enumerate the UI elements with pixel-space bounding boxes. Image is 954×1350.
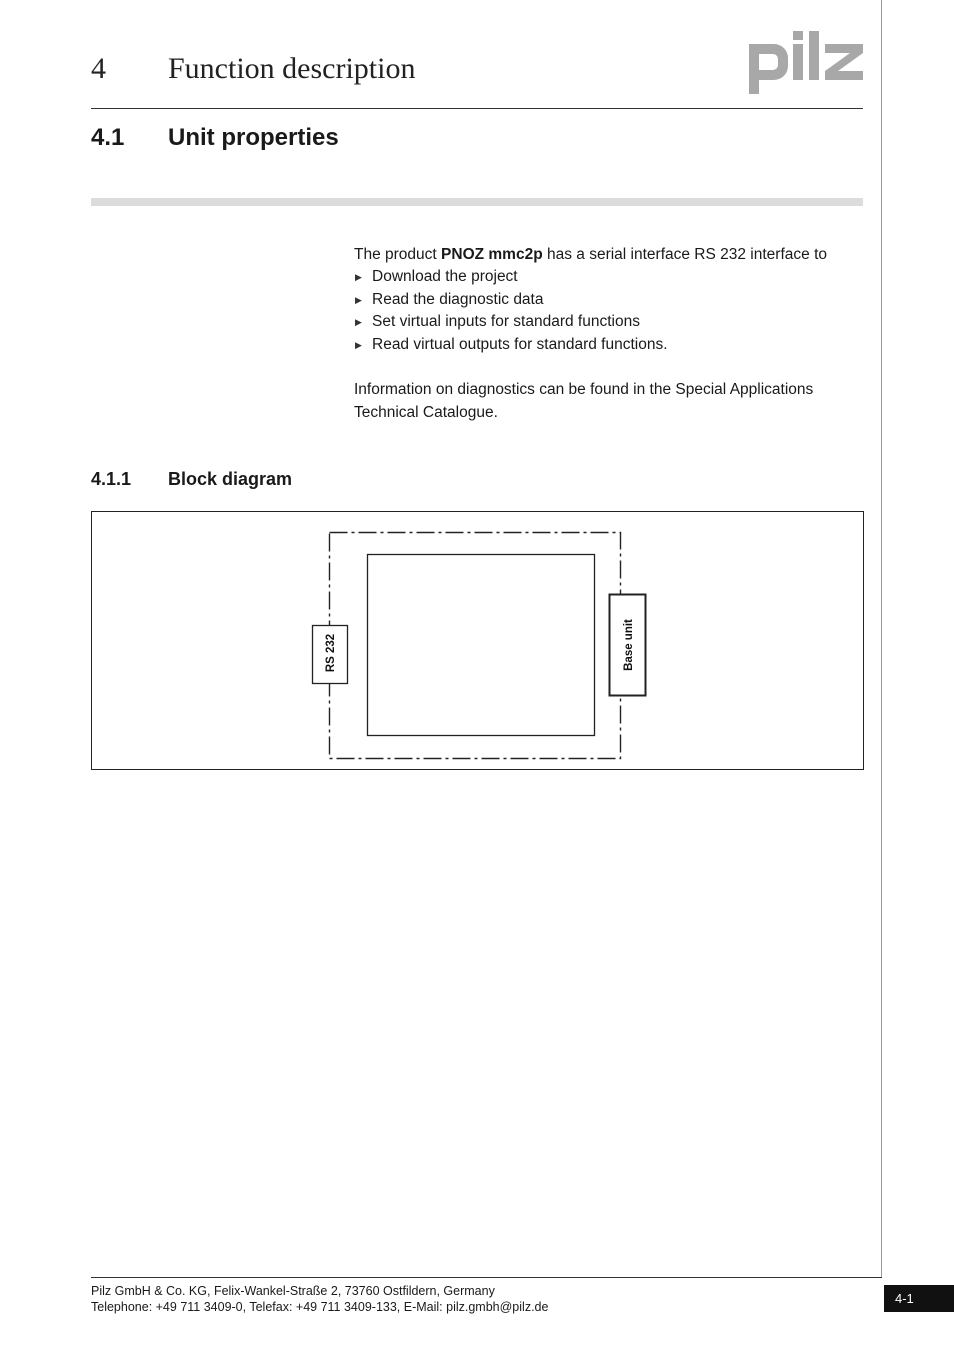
footer-rule	[91, 1277, 882, 1278]
feature-list	[354, 266, 668, 356]
section-divider-bar	[91, 198, 863, 206]
section-number: 4.1	[91, 124, 125, 151]
subsection-title: Block diagram	[168, 469, 293, 489]
chapter-number: 4	[91, 52, 106, 85]
info-paragraph: Information on diagnostics can be found in the Special Applications Technical Catalogue.	[354, 381, 814, 421]
footer-contact: Telephone: +49 711 3409-0, Telefax: +49 711 3409-133, E-Mail: pilz.gmbh@pilz.de	[91, 1300, 549, 1314]
module-box	[368, 555, 595, 736]
bullet-triangle-icon: ▶	[355, 294, 362, 305]
footer-address: Pilz GmbH & Co. KG, Felix-Wankel-Straße 2, 73760 Ostfildern, Germany	[91, 1284, 495, 1298]
intro-prefix: The product	[354, 246, 442, 263]
subsection-number: 4.1.1	[91, 469, 132, 489]
product-name: PNOZ mmc2p	[441, 246, 543, 263]
base-unit-label: Base unit	[623, 619, 635, 671]
list-item: ▶ Read virtual outputs for standard functions.	[354, 334, 668, 357]
pilz-logo	[746, 28, 866, 94]
intro-sentence	[354, 244, 827, 266]
list-item: ▶ Read the diagnostic data	[354, 289, 668, 312]
section-title: Unit properties	[168, 124, 339, 151]
rs232-label: RS 232	[325, 633, 337, 673]
list-item: ▶ Download the project	[354, 266, 668, 289]
bullet-triangle-icon: ▶	[355, 317, 362, 328]
bullet-triangle-icon: ▶	[355, 272, 362, 282]
page-margin-rule	[881, 0, 882, 1278]
block-diagram	[91, 511, 864, 770]
list-item: ▶ Set virtual inputs for standard functions	[354, 311, 668, 334]
page-number: 4-1	[884, 1285, 954, 1312]
chapter-title: Function description	[168, 52, 416, 85]
header-rule	[91, 108, 863, 109]
bullet-triangle-icon: ▶	[355, 339, 362, 350]
intro-suffix: has a serial interface RS 232 interface to	[542, 246, 827, 263]
